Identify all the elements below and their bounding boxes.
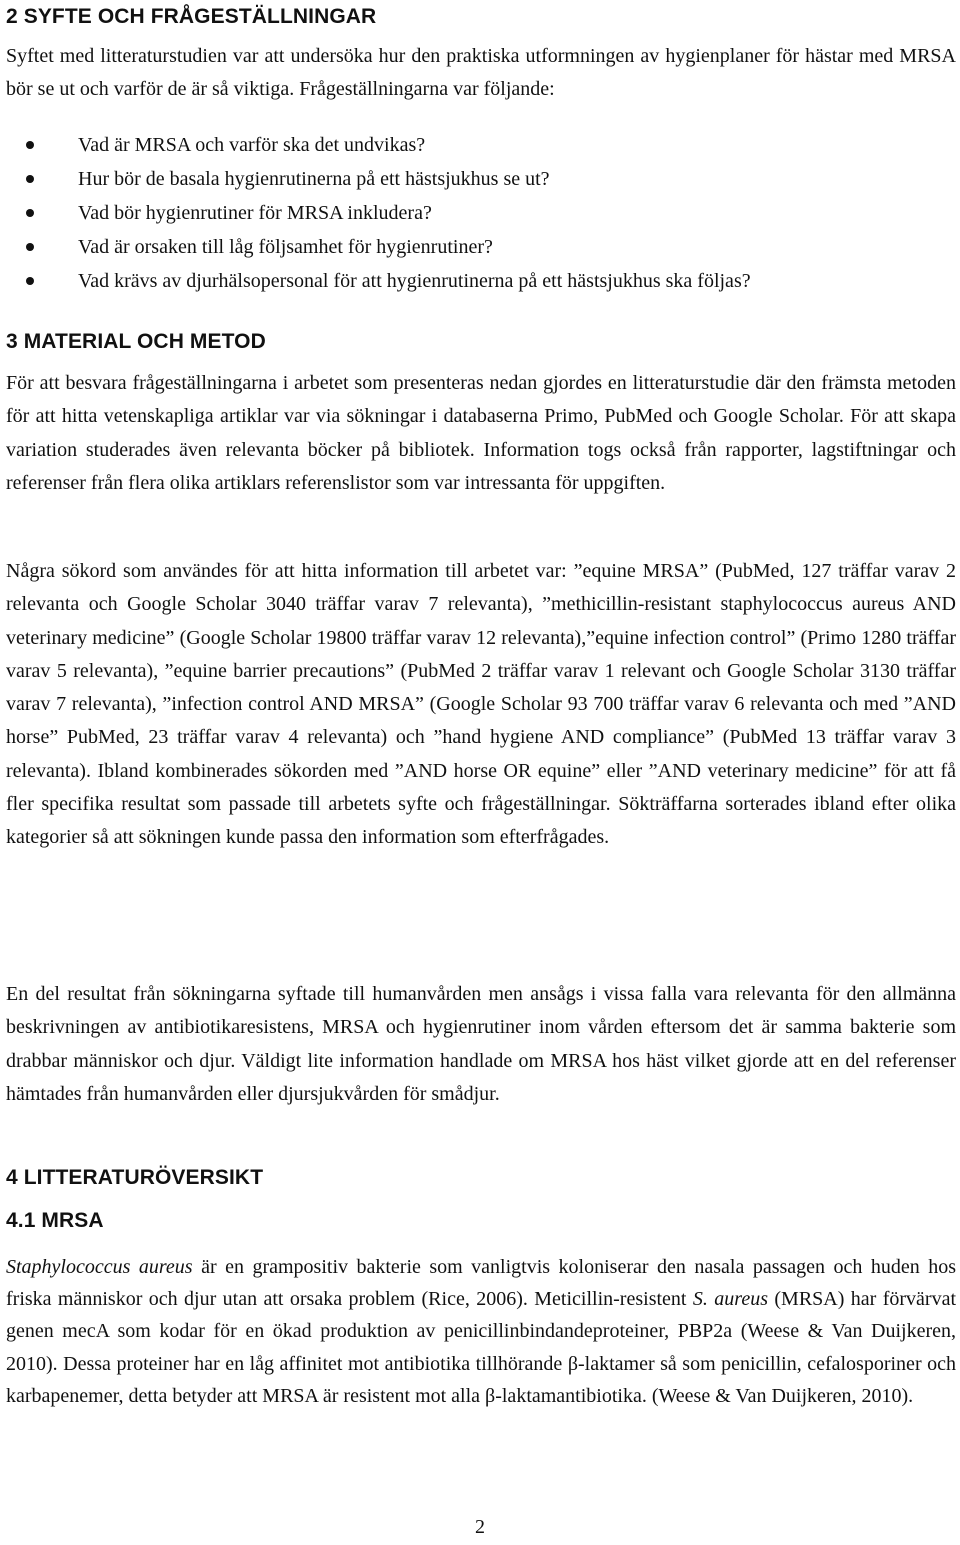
bullet-icon bbox=[26, 209, 34, 217]
bullet-icon bbox=[26, 175, 34, 183]
subsection-heading-mrsa: 4.1 MRSA bbox=[6, 1209, 104, 1232]
bullet-icon bbox=[26, 277, 34, 285]
section-syfte bbox=[6, 2, 956, 107]
species-name-italic: Staphylococcus aureus bbox=[6, 1256, 193, 1278]
bullet-icon bbox=[26, 243, 34, 251]
research-questions-list bbox=[6, 128, 956, 298]
list-item: Vad bör hygienrutiner för MRSA inkludera? bbox=[6, 196, 956, 230]
mrsa-paragraph: Staphylococcus aureus är en grampositiv bakterie som vanligtvis koloniserar den nasala passagen och huden hos friska människor och djur utan att orsaka problem (Rice, 2006). Meticillin-resistent S. aureus (MRSA) har förvärvat genen mecA som kodar för en ökad produktion av penicillinbindandeproteiner, PBP2a (Weese & Van Duijkeren, 2010). Dessa proteiner har en låg affinitet mot antibiotika tillhörande β-laktamer så som penicillin, cefalosporiner och karbapenemer, detta betyder att MRSA är resistent mot alla β-laktamantibiotika. (Weese & Van Duijkeren, 2010). bbox=[6, 1256, 957, 1407]
list-item: Vad är orsaken till låg följsamhet för hygienrutiner? bbox=[6, 230, 956, 264]
section-heading-litteraturoversikt: 4 LITTERATURÖVERSIKT bbox=[6, 1166, 264, 1189]
section-litteraturoversikt bbox=[6, 1163, 956, 1236]
metod-paragraph-3: En del resultat från sökningarna syftade till humanvården men ansågs i vissa falla vara relevanta för den allmänna beskrivningen av antibiotikaresistens, MRSA och hygienrutiner inom vården eftersom det är samma bakterie som drabbar människor och djur. Väldigt lite information handlade om MRSA hos häst vilket gjorde att en del referenser hämtades från humanvården eller djursjukvården för smådjur. bbox=[6, 983, 956, 1105]
bullet-icon bbox=[26, 141, 34, 149]
page-number: 2 bbox=[475, 1516, 485, 1538]
list-item: Vad är MRSA och varför ska det undvikas? bbox=[6, 128, 956, 162]
list-item: Hur bör de basala hygienrutinerna på ett hästsjukhus se ut? bbox=[6, 162, 956, 196]
metod-paragraph-1: För att besvara frågeställningarna i arbetet som presenteras nedan gjordes en litteraturstudie där den främsta metoden för att hitta vetenskapliga artiklar var via sökningar i databaserna Primo, PubMed och Google Scholar. För att skapa variation studerades även relevanta böcker på bibliotek. Information togs också från rapporter, lagstiftningar och referenser från flera olika artiklars referenslistor som var intressanta för uppgiften. bbox=[6, 372, 956, 494]
syfte-intro-paragraph: Syftet med litteraturstudien var att undersöka hur den praktiska utformningen av hygienplaner för hästar med MRSA bör se ut och varför de är så viktiga. Frågeställningarna var följande: bbox=[6, 45, 956, 101]
section-heading-syfte: 2 SYFTE OCH FRÅGESTÄLLNINGAR bbox=[6, 5, 377, 28]
section-heading-material-metod: 3 MATERIAL OCH METOD bbox=[6, 330, 266, 353]
section-material-metod bbox=[6, 327, 956, 500]
list-item: Vad krävs av djurhälsopersonal för att hygienrutinerna på ett hästsjukhus ska följas? bbox=[6, 264, 956, 298]
metod-paragraph-2: Några sökord som användes för att hitta information till arbetet var: ”equine MRSA” (PubMed, 127 träffar varav 2 relevanta och Google Scholar 3040 träffar varav 7 relevanta), ”methicillin-resistant staphylococcus aureus AND veterinary medicine” (Google Scholar 19800 träffar varav 12 relevanta),”equine infection control” (Primo 1280 träffar varav 5 relevanta), ”equine barrier precautions” (PubMed 2 träffar varav 1 relevant och Google Scholar 3130 träffar varav 7 relevanta), ”infection control AND MRSA” (Google Scholar 93 700 träffar varav 6 relevanta och med ”AND horse” PubMed, 23 träffar varav 4 relevanta) och ”hand hygiene AND compliance” (PubMed 13 träffar varav 3 relevanta). Ibland kombinerades sökorden med ”AND horse OR equine” eller ”AND veterinary medicine” för att få fler specifika resultat som passade till arbetets syfte och frågeställningar. Sökträffarna sorterades ibland efter olika kategorier så att sökningen kunde passa den information som efterfrågades. bbox=[6, 560, 956, 849]
species-abbrev-italic: S. aureus bbox=[692, 1288, 768, 1311]
